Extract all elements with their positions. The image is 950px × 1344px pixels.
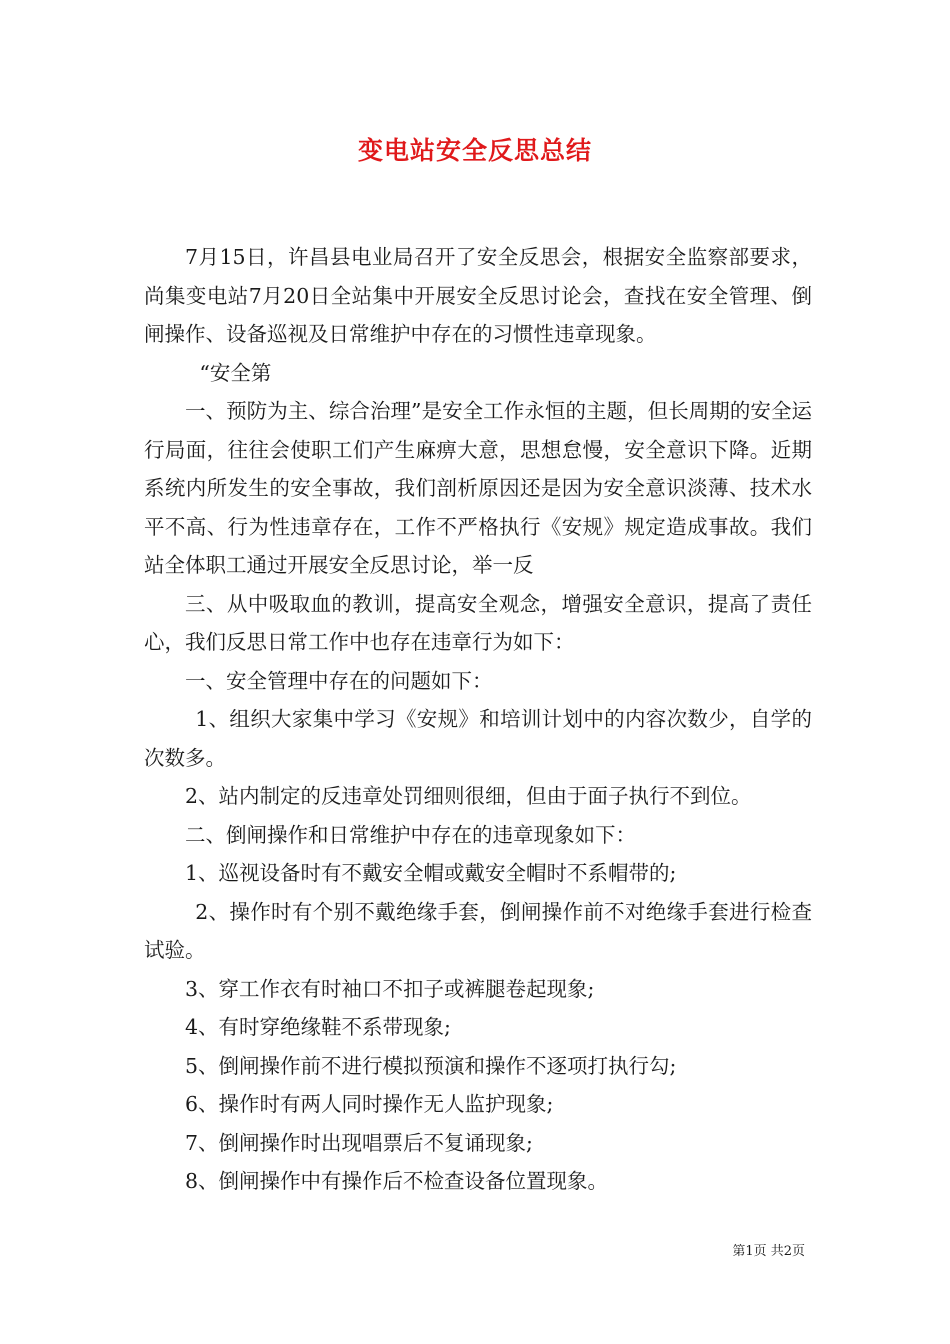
section-heading-management: 一、安全管理中存在的问题如下： [185,668,493,693]
list-item: 4、有时穿绝缘鞋不系带现象; [185,1015,451,1039]
list-item: 1、组织大家集中学习《安规》和培训计划中的内容次数少，自学的次数多。 [144,707,812,770]
list-item: 6、操作时有两人同时操作无人监护现象; [185,1092,554,1116]
paragraph-safety-theme: 一、预防为主、综合治理”是安全工作永恒的主题，但长周期的安全运行局面，往往会使职工们产生麻痹大意，思想怠慢，安全意识下降。近期系统内所发生的安全事故，我们剖析原因还是因为安全意识淡薄、技术水平不高、行为性违章存在，工作不严格执行《安规》规定造成事故。我们站全体职工通过开展安全反思讨论，举一反 [144,399,812,577]
list-item: 2、操作时有个别不戴绝缘手套，倒闸操作前不对绝缘手套进行检查试验。 [144,899,812,962]
list-item: 1、巡视设备时有不戴安全帽或戴安全帽时不系帽带的; [185,861,677,885]
list-item: 2、站内制定的反违章处罚细则很细，但由于面子执行不到位。 [185,784,752,808]
document-title: 变电站安全反思总结 [357,136,592,165]
list-item: 3、穿工作衣有时袖口不扣子或裤腿卷起现象; [185,976,595,1001]
paragraph-intro: 7月15日，许昌县电业局召开了安全反思会，根据安全监察部要求，尚集变电站7月20日全站集中开展安全反思讨论会，查找在安全管理、倒闸操作、设备巡视及日常维护中存在的习惯性违章现象。 [144,245,812,346]
page-number-footer: 第1页 共2页 [732,1244,805,1259]
list-item: 8、倒闸操作中有操作后不检查设备位置现象。 [185,1169,609,1193]
list-item: 7、倒闸操作时出现唱票后不复诵现象; [185,1130,533,1155]
document-body [144,238,812,1201]
list-item: 5、倒闸操作前不进行模拟预演和操作不逐项打执行勾; [185,1053,677,1078]
section-heading-operations: 二、倒闸操作和日常维护中存在的违章现象如下： [185,822,636,847]
paragraph-lessons: 三、从中吸取血的教训，提高安全观念，增强安全意识，提高了责任心，我们反思日常工作中也存在违章行为如下： [144,591,812,654]
paragraph-quote-start: “安全第 [199,360,272,385]
